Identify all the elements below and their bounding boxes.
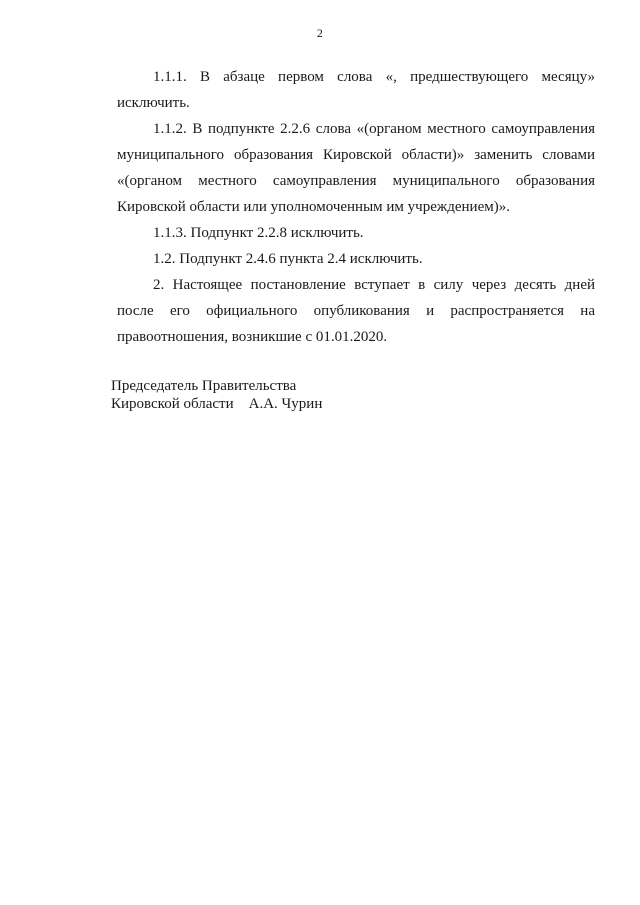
paragraph-1-1-1: 1.1.1. В абзаце первом слова «, предшествующего месяцу» исключить. — [117, 69, 595, 111]
document-body — [117, 64, 595, 350]
signatory-position: Председатель Правительства — [111, 378, 297, 394]
paragraph-1-2: 1.2. Подпункт 2.4.6 пункта 2.4 исключить. — [153, 251, 423, 267]
signatory-name: А.А. Чурин — [248, 396, 323, 412]
page-number: 2 — [316, 26, 324, 40]
signature-block — [111, 377, 322, 413]
signatory-region: Кировской области — [111, 396, 234, 412]
paragraph-2: 2. Настоящее постановление вступает в силу через десять дней после его официального опубликования и распространяется на правоотношения, возникшие с 01.01.2020. — [117, 277, 595, 345]
paragraph-1-1-2: 1.1.2. В подпункте 2.2.6 слова «(органом местного самоуправления муниципального образования Кировской области)» заменить словами «(органом местного самоуправления муниципального образования Кировской области или уполномоченным им учреждением)». — [117, 121, 595, 215]
paragraph-1-1-3: 1.1.3. Подпункт 2.2.8 исключить. — [153, 225, 364, 241]
signatory-region-and-name — [111, 395, 322, 413]
